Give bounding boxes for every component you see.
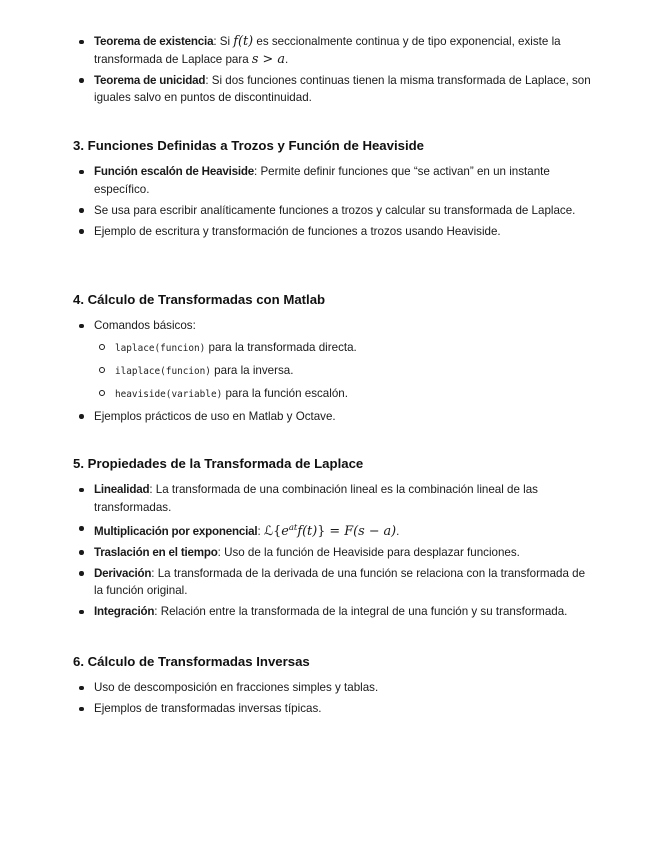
- sub-list-item: [94, 362, 593, 381]
- term-label: Función escalón de Heaviside: [94, 165, 254, 178]
- item-text: Ejemplos de transformadas inversas típicas.: [94, 702, 322, 715]
- term-label: Multiplicación por exponencial: [94, 524, 258, 538]
- list-item: [73, 202, 593, 220]
- section-5-list: [73, 481, 593, 621]
- item-text: : Si dos funciones continuas tienen la misma transformada de Laplace, son iguales salvo en puntos de discontinuidad.: [94, 73, 591, 104]
- section-3-list: [73, 163, 593, 240]
- list-item: [73, 317, 593, 403]
- item-text: para la transformada directa.: [205, 340, 357, 354]
- item-text: : La transformada de la derivada de una función se relaciona con la transformada de la función original.: [94, 566, 586, 597]
- term-label: Teorema de unicidad: [94, 73, 206, 87]
- top-bullet-list: [73, 33, 593, 107]
- section-heading: 4. Cálculo de Transformadas con Matlab: [73, 292, 326, 307]
- math-expression: s > a: [251, 51, 285, 67]
- item-text: Se usa para escribir analíticamente funciones a trozos y calcular su transformada de Laplace.: [94, 203, 576, 217]
- section-heading: 6. Cálculo de Transformadas Inversas: [73, 654, 310, 669]
- term-label: Integración: [94, 605, 155, 618]
- list-item: [73, 520, 593, 541]
- section-heading: 5. Propiedades de la Transformada de Laplace: [73, 456, 364, 471]
- term-label: Teorema de existencia: [94, 35, 214, 48]
- list-item-uniqueness-theorem: [73, 72, 593, 107]
- list-item: [73, 481, 593, 516]
- list-item: [73, 163, 593, 198]
- term-label: Linealidad: [94, 483, 150, 496]
- term-label: Traslación en el tiempo: [94, 545, 218, 559]
- item-text: .: [284, 52, 289, 66]
- list-item: [73, 544, 593, 562]
- list-item: [73, 679, 593, 697]
- math-expression: f(t): [233, 34, 254, 49]
- sub-list: [94, 339, 593, 404]
- item-text: : Uso de la función de Heaviside para desplazar funciones.: [217, 545, 520, 559]
- item-text: Comandos básicos:: [94, 319, 196, 332]
- section-4-list: [73, 317, 593, 425]
- item-text: para la función escalón.: [222, 386, 348, 400]
- section-4: [73, 291, 593, 429]
- sub-list-item: [94, 339, 593, 358]
- section-heading: 3. Funciones Definidas a Trozos y Función de Heaviside: [73, 138, 425, 153]
- math-expression: $ℒ\{e^{at}f(t)\} = F(s - a)$: [263, 522, 397, 539]
- item-text: :: [257, 524, 264, 538]
- sub-list-item: [94, 385, 593, 404]
- section-3: [73, 137, 593, 244]
- section-6-list: [73, 679, 593, 718]
- top-list-section: [73, 33, 593, 110]
- code-snippet: heaviside(variable): [115, 388, 223, 400]
- item-text: : Relación entre la transformada de la integral de una función y su transformada.: [154, 605, 568, 618]
- list-item: [73, 565, 593, 600]
- item-text: Uso de descomposición en fracciones simples y tablas.: [94, 681, 379, 694]
- term-label: Derivación: [94, 566, 152, 580]
- code-snippet: ilaplace(funcion): [115, 365, 211, 377]
- item-text: : Si: [213, 35, 234, 48]
- section-6: [73, 653, 593, 721]
- list-item: [73, 603, 593, 621]
- item-text: para la inversa.: [210, 363, 294, 377]
- list-item: [73, 700, 593, 718]
- item-text: Ejemplos prácticos de uso en Matlab y Octave.: [94, 409, 336, 423]
- item-text: Ejemplo de escritura y transformación de funciones a trozos usando Heaviside.: [94, 224, 501, 238]
- item-text: : La transformada de una combinación lineal es la combinación lineal de las transformadas.: [94, 483, 538, 514]
- list-item-existence-theorem: [73, 33, 593, 68]
- item-text: : Permite definir funciones que “se activan” en un instante específico.: [94, 165, 550, 196]
- code-snippet: laplace(funcion): [115, 342, 206, 354]
- item-text: es seccionalmente continua y de tipo exponencial, existe la transformada de Laplace para: [94, 35, 561, 66]
- item-text: .: [396, 524, 400, 538]
- list-item: [73, 223, 593, 241]
- section-5: [73, 455, 593, 624]
- list-item: [73, 408, 593, 426]
